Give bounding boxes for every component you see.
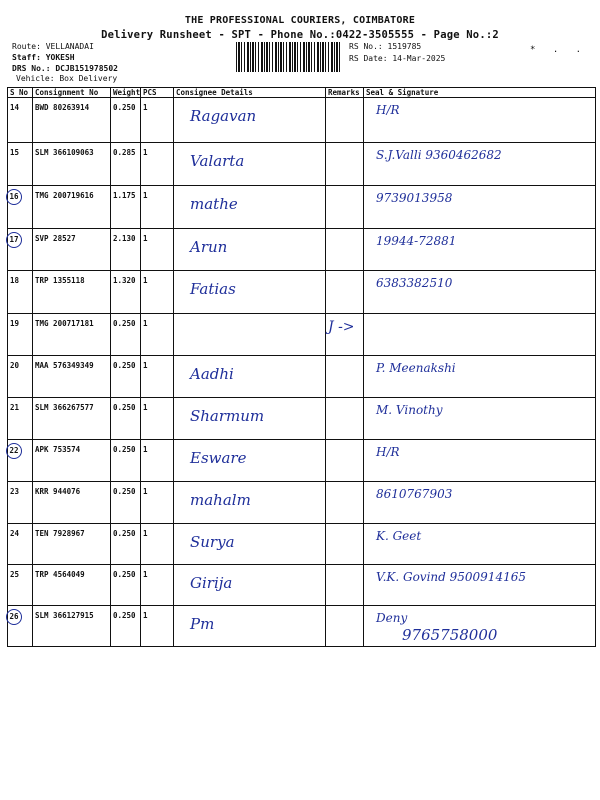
drs-number: DRS No.: DCJB151978502	[12, 64, 118, 73]
table-row	[8, 482, 596, 524]
weight-cell: 0.250	[113, 403, 136, 412]
column-header: Consignee Details	[174, 88, 326, 98]
pcs-cell: 1	[143, 191, 148, 200]
weight-cell: 0.250	[113, 570, 136, 579]
signature-handwriting: K. Geet	[376, 529, 422, 543]
weight-cell: 0.250	[113, 361, 136, 370]
pcs-cell: 1	[143, 570, 148, 579]
table-header-row	[8, 88, 596, 98]
consignment-cell: APK 753574	[35, 445, 81, 454]
pcs-cell: 1	[143, 403, 148, 412]
table-row	[8, 524, 596, 565]
route-label: Route: VELLANADAI	[12, 42, 94, 51]
signature-handwriting: M. Vinothy	[376, 403, 443, 417]
runsheet-subtitle: Delivery Runsheet - SPT - Phone No.:0422-3505555 - Page No.:2	[101, 29, 499, 41]
column-header: Weight	[111, 88, 141, 98]
handwritten-phone-note: 9765758000	[402, 626, 498, 644]
signature-handwriting: H/R	[376, 445, 400, 459]
consignment-cell: TMG 200717181	[35, 319, 94, 328]
sno-cell: 14	[10, 103, 20, 112]
signature-handwriting: H/R	[376, 103, 400, 117]
table-row	[8, 314, 596, 356]
weight-cell: 0.250	[113, 445, 136, 454]
table-row	[8, 565, 596, 606]
consignee-handwriting: Aadhi	[190, 365, 234, 383]
signature-handwriting: 8610767903	[376, 487, 453, 501]
column-header: Consignment No	[33, 88, 111, 98]
consignee-handwriting: mahalm	[190, 491, 251, 509]
consignment-cell: SLM 366127915	[35, 611, 94, 620]
consignment-cell: TEN 7928967	[35, 529, 85, 538]
consignment-cell: TRP 4564049	[35, 570, 85, 579]
signature-handwriting: Deny	[376, 611, 408, 625]
staff-label: Staff: YOKESH	[12, 53, 75, 62]
consignee-handwriting: Girija	[190, 574, 233, 592]
consignee-handwriting: Surya	[190, 533, 235, 551]
sno-cell: 16	[6, 189, 22, 205]
barcode	[236, 42, 340, 72]
weight-cell: 1.320	[113, 276, 136, 285]
table-row	[8, 398, 596, 440]
sno-cell: 20	[10, 361, 20, 370]
signature-handwriting: S.J.Valli 9360462682	[376, 148, 502, 162]
table-row	[8, 229, 596, 271]
pcs-cell: 1	[143, 487, 148, 496]
column-header: S No	[8, 88, 33, 98]
pcs-cell: 1	[143, 276, 148, 285]
consignee-handwriting: mathe	[190, 195, 238, 213]
weight-cell: 2.130	[113, 234, 136, 243]
signature-handwriting: P. Meenakshi	[376, 361, 456, 375]
sno-cell: 21	[10, 403, 20, 412]
weight-cell: 0.285	[113, 148, 136, 157]
sno-cell: 26	[6, 609, 22, 625]
consignee-handwriting: Arun	[190, 238, 228, 256]
consignment-cell: MAA 576349349	[35, 361, 94, 370]
table-row	[8, 271, 596, 314]
runsheet-table	[7, 87, 596, 647]
consignment-cell: TMG 200719616	[35, 191, 94, 200]
sno-cell: 15	[10, 148, 20, 157]
pcs-cell: 1	[143, 103, 148, 112]
pcs-cell: 1	[143, 611, 148, 620]
table-row	[8, 186, 596, 229]
remarks-handwriting: J ->	[328, 319, 355, 335]
corner-marks: * . .	[530, 45, 588, 55]
consignment-cell: SVP 28527	[35, 234, 76, 243]
consignment-cell: BWD 80263914	[35, 103, 90, 112]
pcs-cell: 1	[143, 319, 148, 328]
signature-handwriting: 19944-72881	[376, 234, 457, 248]
column-header: Remarks	[326, 88, 364, 98]
company-title: THE PROFESSIONAL COURIERS, COIMBATORE	[184, 15, 416, 26]
sno-cell: 25	[10, 570, 20, 579]
consignment-cell: TRP 1355118	[35, 276, 85, 285]
consignment-cell: SLM 366267577	[35, 403, 94, 412]
sno-cell: 22	[6, 443, 22, 459]
sno-cell: 23	[10, 487, 20, 496]
table-row	[8, 98, 596, 143]
pcs-cell: 1	[143, 234, 148, 243]
table-row	[8, 606, 596, 647]
pcs-cell: 1	[143, 361, 148, 370]
pcs-cell: 1	[143, 445, 148, 454]
signature-handwriting: 9739013958	[376, 191, 453, 205]
sno-cell: 24	[10, 529, 20, 538]
consignee-handwriting: Sharmum	[190, 407, 265, 425]
weight-cell: 1.175	[113, 191, 136, 200]
rs-date: RS Date: 14-Mar-2025	[349, 54, 446, 63]
consignment-cell: SLM 366109063	[35, 148, 94, 157]
pcs-cell: 1	[143, 148, 148, 157]
consignee-handwriting: Fatias	[190, 280, 236, 298]
table-row	[8, 356, 596, 398]
weight-cell: 0.250	[113, 529, 136, 538]
signature-handwriting: 6383382510	[376, 276, 453, 290]
vehicle-label: Vehicle: Box Delivery	[16, 74, 118, 83]
consignee-handwriting: Valarta	[190, 152, 245, 170]
sno-cell: 19	[10, 319, 20, 328]
sno-cell: 18	[10, 276, 20, 285]
consignee-handwriting: Pm	[190, 615, 215, 633]
weight-cell: 0.250	[113, 487, 136, 496]
consignee-handwriting: Esware	[190, 449, 247, 467]
weight-cell: 0.250	[113, 319, 136, 328]
table-row	[8, 143, 596, 186]
consignee-handwriting: Ragavan	[190, 107, 257, 125]
signature-handwriting: V.K. Govind 9500914165	[376, 570, 526, 584]
consignment-cell: KRR 944076	[35, 487, 81, 496]
weight-cell: 0.250	[113, 611, 136, 620]
column-header: Seal & Signature	[364, 88, 596, 98]
rs-number: RS No.: 1519785	[349, 42, 422, 51]
sno-cell: 17	[6, 232, 22, 248]
weight-cell: 0.250	[113, 103, 136, 112]
column-header: PCS	[141, 88, 174, 98]
pcs-cell: 1	[143, 529, 148, 538]
table-row	[8, 440, 596, 482]
